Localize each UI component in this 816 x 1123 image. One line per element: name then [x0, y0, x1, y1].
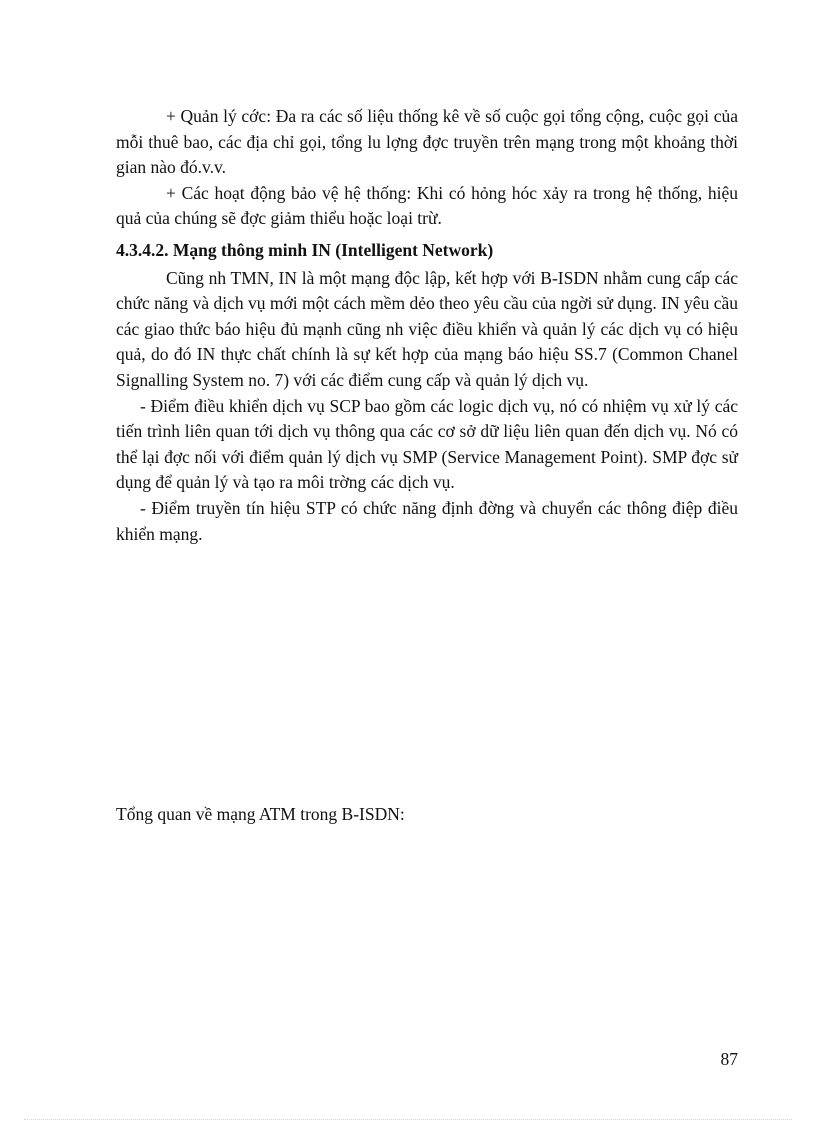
paragraph-system-protection: + Các hoạt động bảo vệ hệ thống: Khi có hỏng hóc xảy ra trong hệ thống, hiệu quả của chúng sẽ đợc giảm thiểu hoặc loại trừ.: [116, 182, 738, 229]
body-text: [116, 104, 738, 547]
figure-caption: Tổng quan về mạng ATM trong B-ISDN:: [116, 804, 405, 824]
paragraph-scp: - Điểm điều khiển dịch vụ SCP bao gồm các logic dịch vụ, nó có nhiệm vụ xử lý các tiến trình liên quan tới dịch vụ thông qua các cơ sở dữ liệu liên quan đến dịch vụ. Nó có thể lại đợc nối với điểm quản lý dịch vụ SMP (Service Management Point). SMP đợc sử dụng để quản lý và tạo ra môi trờng các dịch vụ.: [116, 395, 738, 493]
paragraph-stp: - Điểm truyền tín hiệu STP có chức năng định đờng và chuyển các thông điệp điều khiển mạng.: [116, 497, 738, 544]
paragraph-in-overview: Cũng nh TMN, IN là một mạng độc lập, kết hợp với B-ISDN nhằm cung cấp các chức năng và dịch vụ mới một cách mềm dẻo theo yêu cầu của ngời sử dụng. IN yêu cầu các giao thức báo hiệu đủ mạnh cũng nh việc điều khiển và quản lý các dịch vụ có hiệu quả, do đó IN thực chất chính là sự kết hợp của mạng báo hiệu SS.7 (Common Chanel Signalling System no. 7) với các điểm cung cấp và quản lý dịch vụ.: [116, 267, 738, 390]
footer-divider: [24, 1119, 792, 1120]
section-heading: 4.3.4.2. Mạng thông minh IN (Intelligent Network): [116, 239, 494, 260]
page-number: 87: [720, 1049, 738, 1069]
paragraph-billing-management: + Quản lý cớc: Đa ra các số liệu thống kê về số cuộc gọi tổng cộng, cuộc gọi của mỗi thuê bao, các địa chỉ gọi, tổng lu lợng đợc truyền trên mạng trong một khoảng thời gian nào đó.v.v.: [116, 106, 738, 178]
